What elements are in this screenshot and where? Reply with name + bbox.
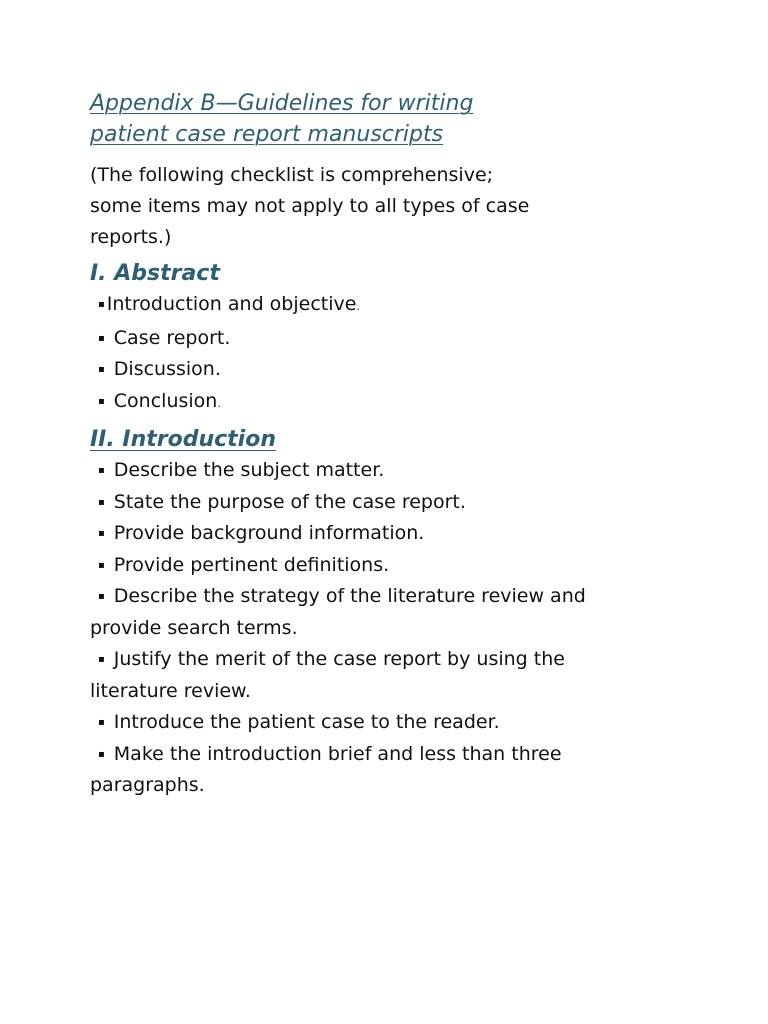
section-heading-introduction: II. Introduction — [90, 427, 277, 452]
bullet-icon: ▪ — [98, 299, 105, 310]
list-item — [90, 455, 730, 487]
note-line-3: reports.) — [90, 226, 172, 248]
list-item-text: Case report. — [113, 326, 231, 349]
bullet-icon: ▪ — [98, 654, 105, 665]
bullet-icon: ▪ — [98, 717, 105, 728]
list-item — [90, 550, 730, 582]
title-line-1: Appendix B—Guidelines for writing — [90, 91, 474, 116]
list-item-text: Introduction and objective — [106, 293, 357, 315]
list-item-continuation: provide search terms. — [90, 616, 298, 639]
list-item — [90, 707, 730, 739]
list-item — [90, 581, 730, 644]
list-item-text: Describe the subject matter. — [113, 459, 385, 481]
title-line-2: patient case report manuscripts — [90, 122, 444, 147]
list-item — [90, 487, 730, 519]
list-item-trail: . — [356, 300, 360, 313]
list-item-text: Provide background information. — [113, 522, 425, 544]
bullet-icon: ▪ — [98, 465, 105, 476]
list-item — [90, 289, 730, 323]
bullet-icon: ▪ — [98, 748, 105, 760]
list-item-text: State the purpose of the case report. — [113, 490, 466, 513]
bullet-icon: ▪ — [98, 528, 105, 539]
note-line-1: (The following checklist is comprehensive; — [90, 164, 494, 186]
abstract-list — [90, 289, 730, 419]
list-item — [90, 739, 730, 802]
bullet-icon: ▪ — [98, 364, 105, 375]
document-title — [90, 88, 730, 150]
list-item — [90, 323, 730, 355]
bullet-icon: ▪ — [98, 496, 105, 508]
bullet-icon: ▪ — [98, 591, 105, 602]
section-heading-abstract: I. Abstract — [90, 261, 220, 286]
checklist-note — [90, 160, 730, 253]
list-item-text: Provide pertinent definitions. — [113, 553, 390, 576]
list-item — [90, 354, 730, 386]
note-line-2: some items may not apply to all types of case — [90, 195, 530, 217]
document-page — [90, 88, 730, 802]
list-item-text: Conclusion — [113, 389, 218, 412]
bullet-icon: ▪ — [98, 332, 105, 344]
list-item — [90, 644, 730, 707]
list-item-continuation: paragraphs. — [90, 774, 205, 796]
bullet-icon: ▪ — [98, 559, 105, 571]
list-item-trail: . — [217, 396, 221, 410]
list-item-text: Introduce the patient case to the reader. — [113, 711, 500, 733]
list-item-text: Justify the merit of the case report by using the — [113, 648, 565, 670]
bullet-icon: ▪ — [98, 395, 105, 407]
list-item-text: Describe the strategy of the literature review and — [113, 585, 586, 607]
list-item-text: Make the introduction brief and less than three — [113, 742, 562, 765]
list-item — [90, 518, 730, 550]
introduction-list — [90, 455, 730, 802]
list-item-text: Discussion. — [113, 358, 221, 380]
list-item-continuation: literature review. — [90, 679, 251, 702]
list-item — [90, 386, 730, 420]
